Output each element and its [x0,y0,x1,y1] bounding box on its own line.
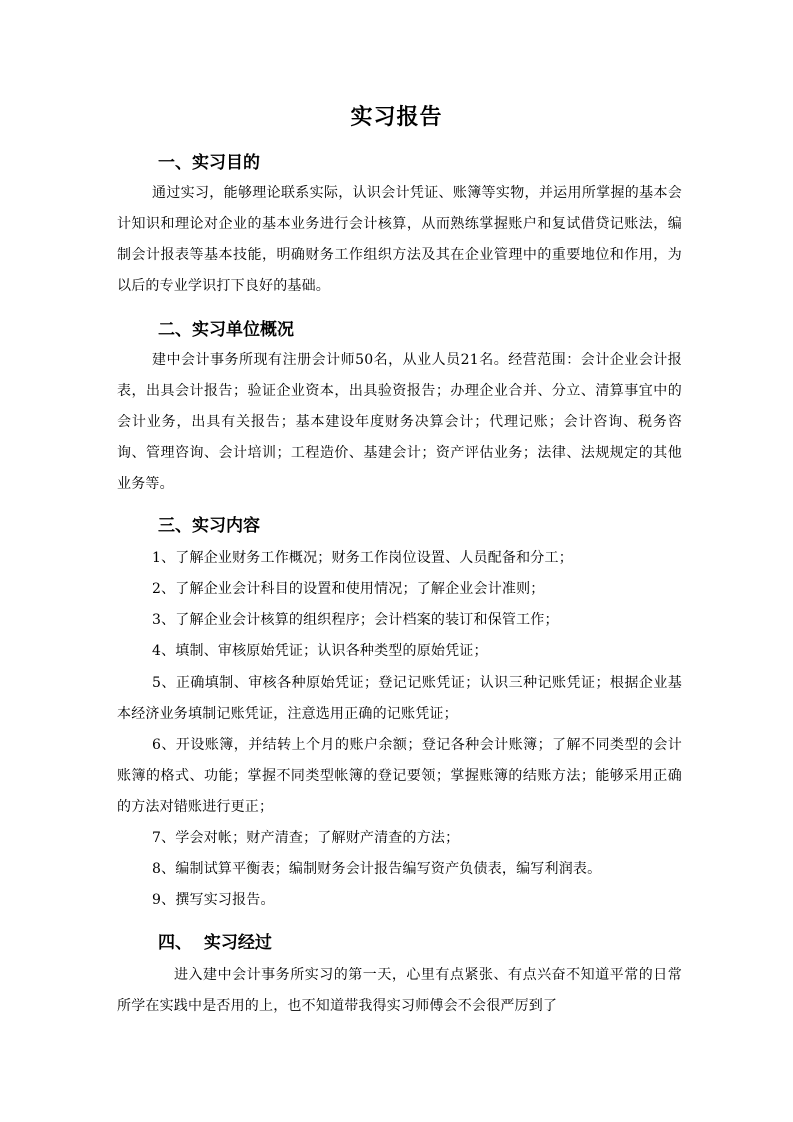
list-item: 6、开设账簿，并结转上个月的账户余额；登记各种会计账簿；了解不同类型的会计账簿的格式、功能；掌握不同类型帐簿的登记要领；掌握账簿的结账方法；能够采用正确的方法对错账进行更正； [117,737,682,815]
section-paragraph-unit-overview: 建中会计事务所现有注册会计师50名，从业人员21名。经营范围：会计企业会计报表，出具会计报告；验证企业资本，出具验资报告；办理企业合并、分立、清算事宜中的会计业务，出具有关报告；基本建设年度财务决算会计；代理记账；会计咨询、税务咨询、管理咨询、会计培训；工程造价、基建会计；资产评估业务；法律、法规规定的其他业务等。 [117,352,682,492]
list-item: 9、撰写实习报告。 [152,892,275,908]
section-paragraph-experience: 进入建中会计事务所实习的第一天，心里有点紧张、有点兴奋不知道平常的日常所学在实践中是否用的上，也不知道带我得实习师傅会不会很严厉到了 [117,967,682,1014]
list-item: 5、正确填制、审核各种原始凭证；登记记账凭证；认识三种记账凭证；根据企业基本经济业务填制记账凭证，注意选用正确的记账凭证； [117,675,682,722]
section-paragraph-purpose: 通过实习，能够理论联系实际，认识会计凭证、账簿等实物，并运用所掌握的基本会计知识和理论对企业的基本业务进行会计核算，从而熟练掌握账户和复试借贷记账法，编制会计报表等基本技能，明确财务工作组织方法及其在企业管理中的重要地位和作用，为以后的专业学识打下良好的基础。 [117,185,682,294]
section-heading-unit-overview: 二、实习单位概况 [158,320,294,340]
list-item: 3、了解企业会计核算的组织程序；会计档案的装订和保管工作； [152,612,559,628]
list-item: 4、填制、审核原始凭证；认识各种类型的原始凭证； [152,643,488,659]
list-item: 7、学会对帐；财产清查；了解财产清查的方法； [152,830,460,846]
section-heading-content: 三、实习内容 [158,516,260,536]
section-heading-purpose: 一、实习目的 [158,153,260,173]
section-heading-experience: 四、 实习经过 [158,933,272,953]
document-title: 实习报告 [350,105,443,130]
list-item: 1、了解企业财务工作概况；财务工作岗位设置、人员配备和分工； [152,550,573,566]
list-item: 2、了解企业会计科目的设置和使用情况；了解企业会计准则； [152,581,545,597]
list-item: 8、编制试算平衡表；编制财务会计报告编写资产负债表，编写利润表。 [152,861,602,877]
